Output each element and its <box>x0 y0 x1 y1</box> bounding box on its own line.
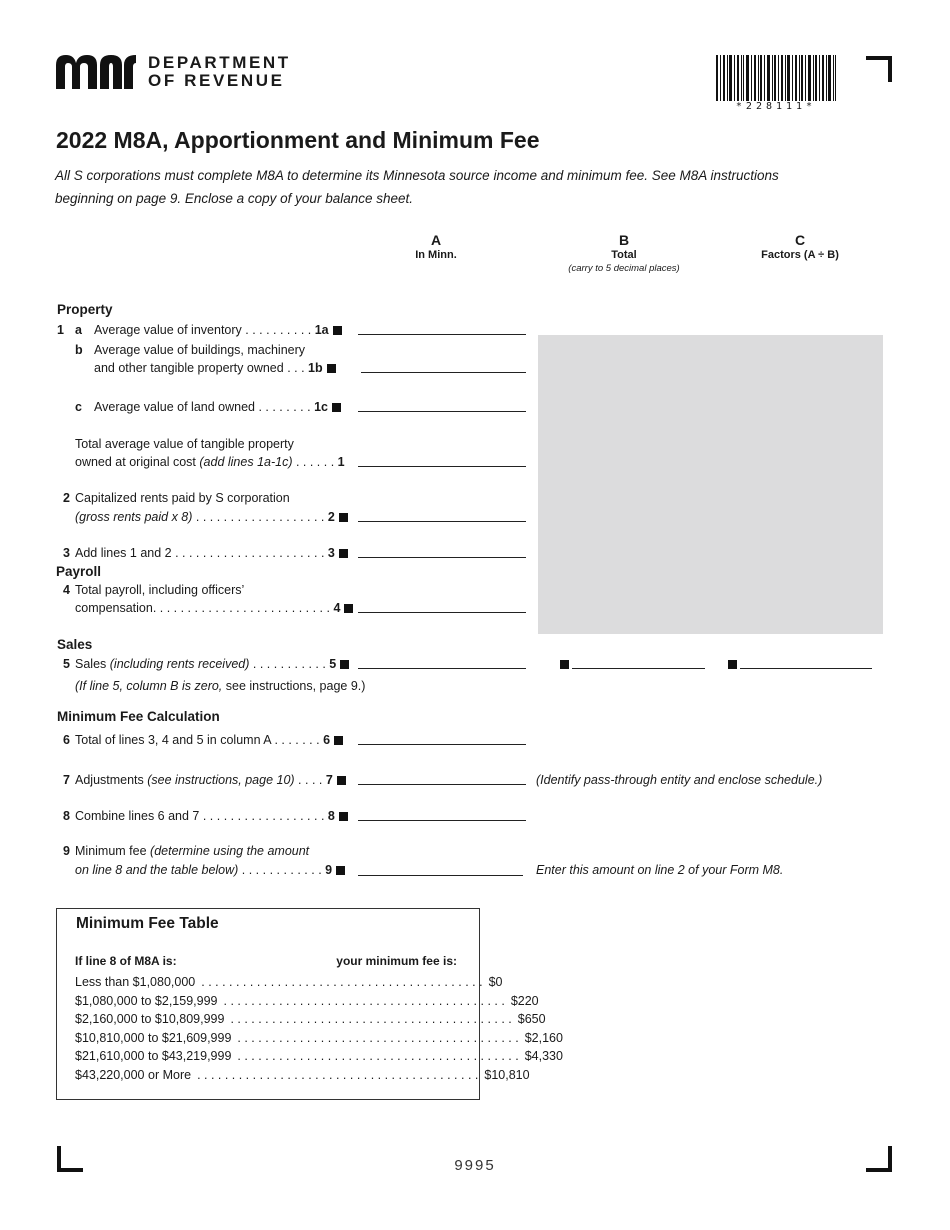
required-marker-icon <box>327 364 336 373</box>
column-letter: B <box>618 232 630 248</box>
note-text-italic: (If line 5, column B is zero, <box>75 679 226 693</box>
line-number: 8 <box>63 809 70 823</box>
line-1-total-label-2 <box>75 453 345 471</box>
line-4-label-2 <box>75 599 353 617</box>
line-1a-input[interactable] <box>358 334 526 335</box>
leader-dots: . . . . . . . . . . . . . . . . . . . . . . . . . . . . . . . . . . . . . . . . . <box>223 993 505 1008</box>
fee-range: $10,810,000 to $21,609,999 <box>75 1030 232 1045</box>
line-6-input[interactable] <box>358 744 526 745</box>
line-5-column-c-input[interactable] <box>740 668 872 669</box>
dept-line-2: OF REVENUE <box>148 71 285 90</box>
leader-dots: . . . . . . . <box>270 733 320 747</box>
intro-line-2: beginning on page 9. Enclose a copy of your balance sheet. <box>55 191 414 206</box>
line-text: Add lines 1 and 2 <box>75 546 172 560</box>
line-text-italic: (gross rents paid x 8) <box>75 510 193 524</box>
required-marker-icon <box>728 660 737 669</box>
table-header-right: your minimum fee is: <box>336 954 457 968</box>
table-header-left: If line 8 of M8A is: <box>75 954 177 968</box>
column-b-header <box>534 231 714 274</box>
required-marker-icon <box>332 403 341 412</box>
leader-dots: . . . . . . . . . . . . . . . . . . . . . . . . . . . . . . . . . . . . . . . . . <box>197 1067 479 1082</box>
line-1b-input[interactable] <box>361 372 526 373</box>
line-text-italic: (including rents received) <box>109 657 250 671</box>
leader-dots: . . . . . . . . . . . . . . . . . . . . . . <box>171 546 325 560</box>
line-8-input[interactable] <box>358 820 526 821</box>
line-code: 7 <box>325 773 333 787</box>
line-7-note: (Identify pass-through entity and enclose schedule.) <box>536 773 823 787</box>
line-sub-letter: a <box>75 323 82 337</box>
department-name <box>148 54 291 90</box>
required-marker-icon <box>339 812 348 821</box>
column-a-header <box>346 231 526 261</box>
form-code: 9995 <box>454 1157 496 1174</box>
shaded-area <box>538 335 883 634</box>
table-row <box>75 1010 546 1029</box>
fee-amount: $10,810 <box>484 1067 530 1082</box>
required-marker-icon <box>336 866 345 875</box>
form-title: 2022 M8A, Apportionment and Minimum Fee <box>56 127 540 153</box>
column-note: (carry to 5 decimal places) <box>568 263 680 274</box>
line-1b-label-2 <box>94 359 336 377</box>
line-number: 3 <box>63 546 70 560</box>
fee-range: $1,080,000 to $2,159,999 <box>75 993 218 1008</box>
line-code: 6 <box>323 733 331 747</box>
table-row <box>75 1029 563 1048</box>
line-text-italic: on line 8 and the table below) <box>75 863 239 877</box>
barcode-icon <box>716 55 836 101</box>
line-6-label <box>75 731 343 749</box>
required-marker-icon <box>344 604 353 613</box>
line-7-input[interactable] <box>358 784 526 785</box>
column-name: In Minn. <box>415 249 457 261</box>
column-letter: C <box>794 232 806 248</box>
table-row <box>75 1047 563 1066</box>
leader-dots: . . . . . . <box>292 455 335 469</box>
column-c-header <box>710 231 890 261</box>
fee-amount: $0 <box>488 975 503 989</box>
line-code: 9 <box>325 863 333 877</box>
line-code: 1 <box>337 455 345 469</box>
line-4-label-1: Total payroll, including officers’ <box>75 583 245 597</box>
line-number: 2 <box>63 491 70 505</box>
line-1-total-label-1: Total average value of tangible property <box>75 437 294 451</box>
mn-logo-icon <box>56 55 136 89</box>
line-number: 9 <box>63 844 70 858</box>
leader-dots: . . . . <box>294 773 323 787</box>
line-code: 2 <box>327 510 335 524</box>
intro-line-1: All S corporations must complete M8A to determine its Minnesota source income and minimum fee. See M8A instructions <box>55 168 779 183</box>
leader-dots: . . . . . . . . . . . <box>249 657 326 671</box>
leader-dots: . . . . . . . . . . . . . . . . . . . . . . . . . . <box>152 601 330 615</box>
fee-range: $21,610,000 to $43,219,999 <box>75 1049 232 1063</box>
fee-range: $43,220,000 or More <box>75 1067 192 1082</box>
leader-dots: . . . . . . . . . . . . . . . . . . <box>199 809 325 823</box>
required-marker-icon <box>337 776 346 785</box>
line-4-input[interactable] <box>358 612 526 613</box>
line-1-total-input[interactable] <box>358 466 526 467</box>
line-code: 1c <box>314 400 328 414</box>
section-property: Property <box>57 302 113 317</box>
table-row <box>75 992 539 1011</box>
line-text: Average value of inventory <box>94 323 242 337</box>
line-1c-label <box>94 398 341 416</box>
line-number: 4 <box>63 583 70 597</box>
barcode-text: *228111* <box>735 101 817 112</box>
column-name: Factors (A ÷ B) <box>761 249 839 261</box>
registration-mark-top-right <box>866 56 892 82</box>
line-2-label-1: Capitalized rents paid by S corporation <box>75 491 290 505</box>
line-9-label-2 <box>75 861 345 879</box>
leader-dots: . . . . . . . . . . . . . . . . . . . . . . . . . . . . . . . . . . . . . . . . . <box>230 1012 512 1026</box>
leader-dots: . . . . . . . . . . . . <box>238 863 322 877</box>
line-text-italic: (add lines 1a-1c) <box>199 455 293 469</box>
line-code: 1a <box>314 323 329 337</box>
line-9-note: Enter this amount on line 2 of your Form M8. <box>536 863 784 877</box>
leader-dots: . . . . . . . . . . . . . . . . . . . . . . . . . . . . . . . . . . . . . . . . . <box>237 1030 519 1045</box>
line-text: Minimum fee <box>75 844 151 858</box>
line-text-italic: (determine using the amount <box>150 844 310 858</box>
line-code: 3 <box>327 546 335 560</box>
line-5-label <box>75 655 349 673</box>
line-2-label-2 <box>75 508 348 526</box>
table-row <box>75 973 503 992</box>
leader-dots: . . . . . . . . . . . . . . . . . . . <box>192 510 325 524</box>
required-marker-icon <box>560 660 569 669</box>
fee-amount: $4,330 <box>524 1049 563 1063</box>
fee-amount: $2,160 <box>524 1030 563 1045</box>
line-text-italic: (see instructions, page 10) <box>147 773 295 787</box>
line-3-label <box>75 544 348 562</box>
line-sub-letter: c <box>75 400 82 414</box>
line-1b-label-1: Average value of buildings, machinery <box>94 343 306 357</box>
required-marker-icon <box>334 736 343 745</box>
fee-amount: $220 <box>510 993 539 1008</box>
line-text: Combine lines 6 and 7 <box>75 809 200 823</box>
line-text: and other tangible property owned <box>94 361 284 375</box>
line-code: 1b <box>308 361 323 375</box>
line-sub-letter: b <box>75 343 83 357</box>
required-marker-icon <box>339 549 348 558</box>
line-text: compensation <box>75 601 153 615</box>
line-1c-input[interactable] <box>358 411 526 412</box>
section-sales: Sales <box>57 637 93 652</box>
line-text: Sales <box>75 657 110 671</box>
line-code: 5 <box>329 657 337 671</box>
line-7-label <box>75 771 346 789</box>
table-row <box>75 1066 530 1085</box>
dept-line-1: DEPARTMENT <box>148 53 291 72</box>
column-name: Total <box>611 249 637 261</box>
leader-dots: . . . . . . . . <box>255 400 311 414</box>
fee-range: Less than $1,080,000 <box>75 975 196 989</box>
section-payroll: Payroll <box>56 564 102 579</box>
required-marker-icon <box>339 513 348 522</box>
line-number: 1 <box>57 323 64 337</box>
line-text: Total of lines 3, 4 and 5 in column A <box>75 733 271 747</box>
line-code: 4 <box>333 601 341 615</box>
line-text: Average value of land owned <box>94 400 255 414</box>
column-letter: A <box>430 232 442 248</box>
required-marker-icon <box>333 326 342 335</box>
fee-amount: $650 <box>517 1012 546 1026</box>
line-9-label-1 <box>75 842 309 860</box>
line-text: Adjustments <box>75 773 148 787</box>
line-9-input[interactable] <box>358 875 523 876</box>
form-instructions <box>55 164 855 210</box>
required-marker-icon <box>340 660 349 669</box>
section-minimum-fee: Minimum Fee Calculation <box>57 709 220 724</box>
line-number: 5 <box>63 657 70 671</box>
line-1a-label <box>94 321 342 339</box>
line-number: 7 <box>63 773 70 787</box>
minimum-fee-table <box>56 908 563 1100</box>
table-title: Minimum Fee Table <box>76 915 219 932</box>
line-3-input[interactable] <box>358 557 526 558</box>
line-number: 6 <box>63 733 70 747</box>
line-8-label <box>75 807 348 825</box>
leader-dots: . . . <box>283 361 305 375</box>
line-2-input[interactable] <box>358 521 526 522</box>
fee-range: $2,160,000 to $10,809,999 <box>75 1012 225 1026</box>
line-5-column-a-input[interactable] <box>358 668 526 669</box>
line-text: owned at original cost <box>75 455 200 469</box>
line-5-note <box>75 677 365 695</box>
note-text: see instructions, page 9.) <box>225 679 366 693</box>
leader-dots: . . . . . . . . . . . . . . . . . . . . . . . . . . . . . . . . . . . . . . . . . <box>201 975 483 989</box>
line-code: 8 <box>327 809 335 823</box>
leader-dots: . . . . . . . . . . <box>241 323 312 337</box>
leader-dots: . . . . . . . . . . . . . . . . . . . . . . . . . . . . . . . . . . . . . . . . . <box>237 1049 519 1063</box>
line-5-column-b-input[interactable] <box>572 668 705 669</box>
